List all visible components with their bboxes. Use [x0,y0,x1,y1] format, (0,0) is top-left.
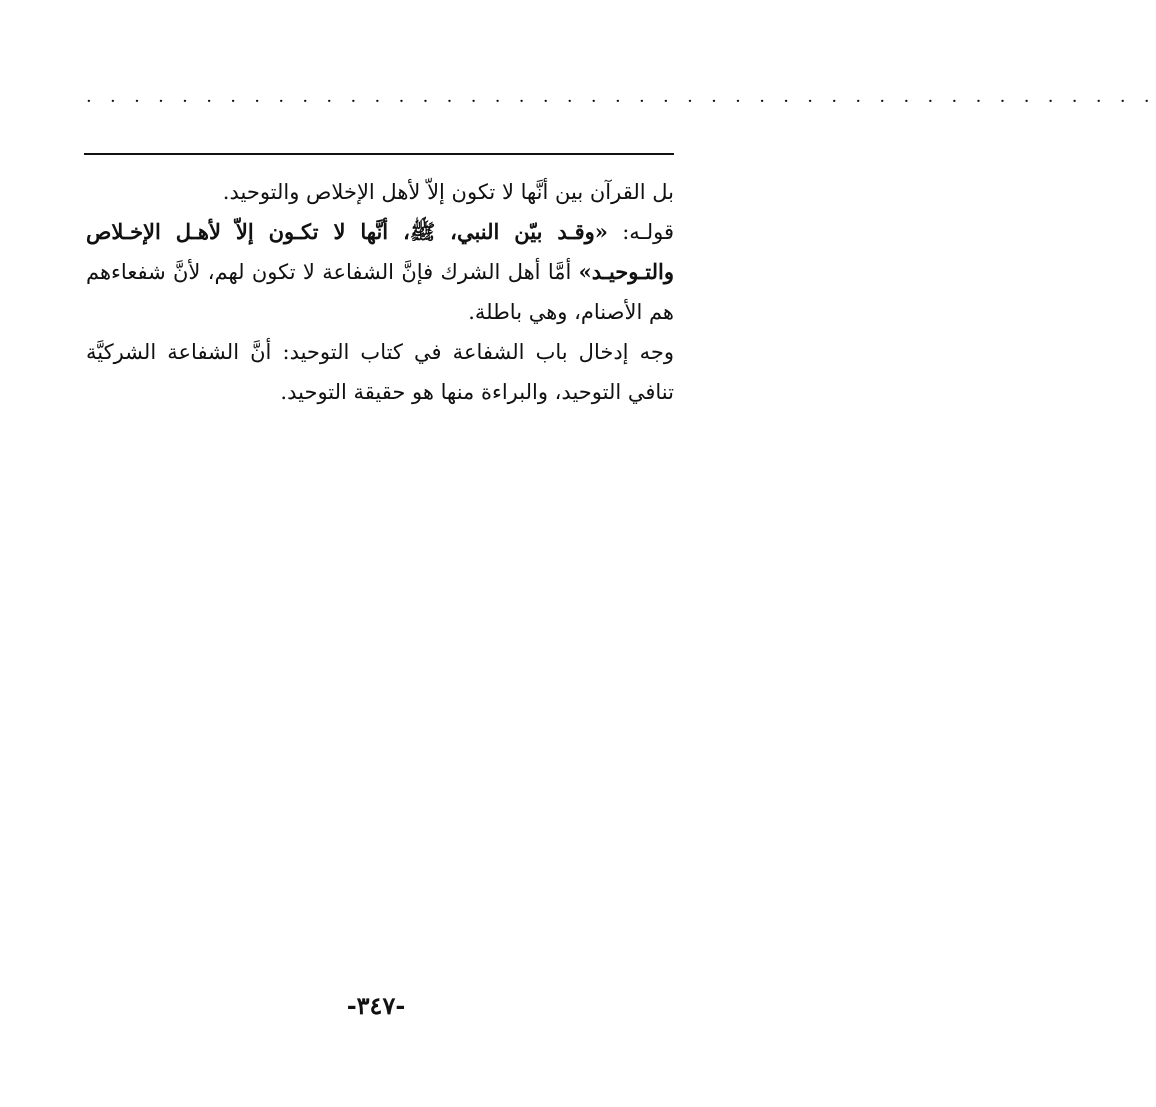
paragraph-3: وجه إدخال باب الشفاعة في كتاب التوحيد: أنَّ الشفاعة الشركيَّة تنافي التوحيد، والبراءة منها هو حقيقة التوحيد. [86,340,674,404]
paragraph-2-lead: قولـه: [607,220,674,244]
page-number: -٣٤٧- [346,991,406,1020]
dotted-separator: · · · · · · · · · · · · · · · · · · · · · · · · · · · · · · · · · · · · · · · · · · · · · [86,91,1156,112]
paragraph-1: بل القرآن بين أنَّها لا تكون إلاّ لأهل الإخلاص والتوحيد. [222,180,674,204]
horizontal-rule [84,153,674,155]
paragraph-2-rest: أمَّا أهل الشرك فإنَّ الشفاعة لا تكون لهم، لأنَّ شفعاءهم هم الأصنام، وهي باطلة. [86,260,674,324]
paragraph-2 [86,212,674,332]
paragraph-2-quote: «وقـد بيّن النبي، ﷺ، أنَّها لا تكـون إلاّ لأهـل الإخـلاص والتـوحيـد» [86,219,674,284]
main-text [86,172,674,412]
